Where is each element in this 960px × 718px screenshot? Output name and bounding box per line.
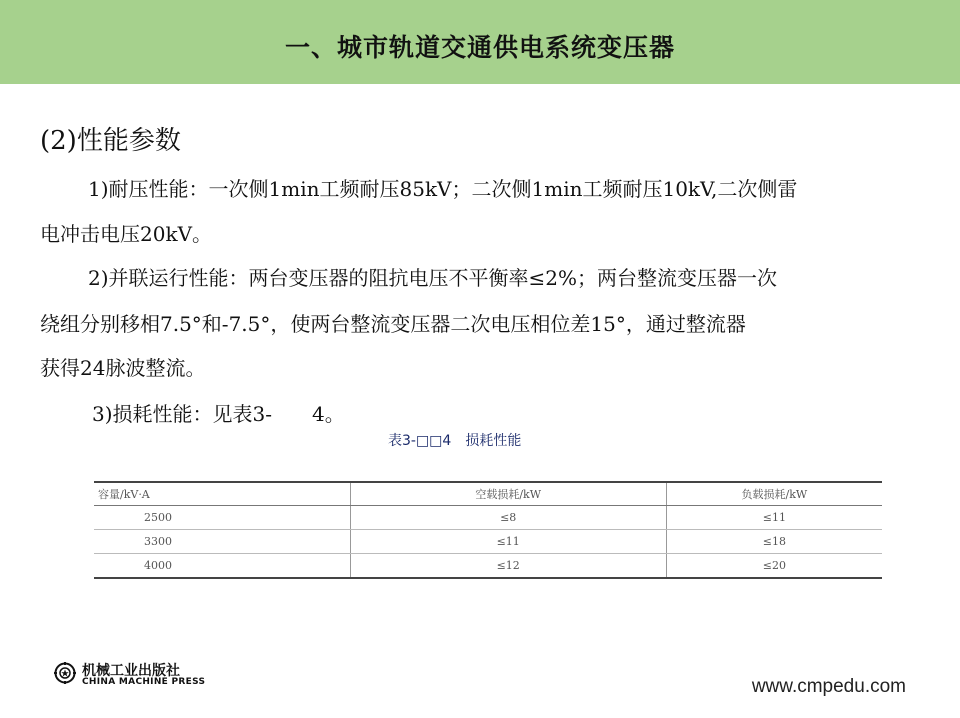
table-cell: ≤20 — [666, 554, 882, 579]
table-cell: ≤11 — [666, 506, 882, 530]
website-url: www.cmpedu.com — [751, 676, 906, 697]
table-cell: 3300 — [94, 530, 350, 554]
table-cell: ≤12 — [350, 554, 666, 579]
column-header-capacity: 容量/kV·A — [94, 482, 350, 506]
table-row — [94, 530, 882, 554]
publisher-name-cn: 机械工业出版社 — [82, 663, 180, 679]
publisher-logo — [54, 660, 224, 690]
table-row — [94, 554, 882, 579]
publisher-emblem-icon — [54, 662, 76, 684]
slide-title: 一、城市轨道交通供电系统变压器 — [284, 33, 675, 62]
paragraph-line: 获得24脉波整流。 — [40, 356, 206, 380]
table-cell: ≤11 — [350, 530, 666, 554]
table-cell: 2500 — [94, 506, 350, 530]
table-cell: ≤8 — [350, 506, 666, 530]
paragraph-line: 2)并联运行性能：两台变压器的阻抗电压不平衡率≤2%；两台整流变压器一次 — [88, 266, 778, 290]
table-row — [94, 506, 882, 530]
paragraph-line: 3)损耗性能：见表3- 4。 — [92, 402, 345, 426]
paragraph-line: 1)耐压性能：一次侧1min工频耐压85kV；二次侧1min工频耐压10kV,二次侧雷 — [88, 177, 798, 201]
table-cell: ≤18 — [666, 530, 882, 554]
section-heading: (2)性能参数 — [40, 126, 181, 156]
loss-table — [94, 481, 882, 579]
column-header-no-load-loss: 空载损耗/kW — [350, 482, 666, 506]
table-header-row — [94, 482, 882, 506]
table-cell: 4000 — [94, 554, 350, 579]
publisher-name-en: CHINA MACHINE PRESS — [82, 677, 206, 687]
table-caption: 表3-□□4 损耗性能 — [388, 433, 522, 449]
paragraph-line: 绕组分别移相7.5°和-7.5°，使两台整流变压器二次电压相位差15°，通过整流器 — [40, 312, 746, 336]
column-header-load-loss: 负载损耗/kW — [666, 482, 882, 506]
paragraph-line: 电冲击电压20kV。 — [40, 222, 213, 246]
